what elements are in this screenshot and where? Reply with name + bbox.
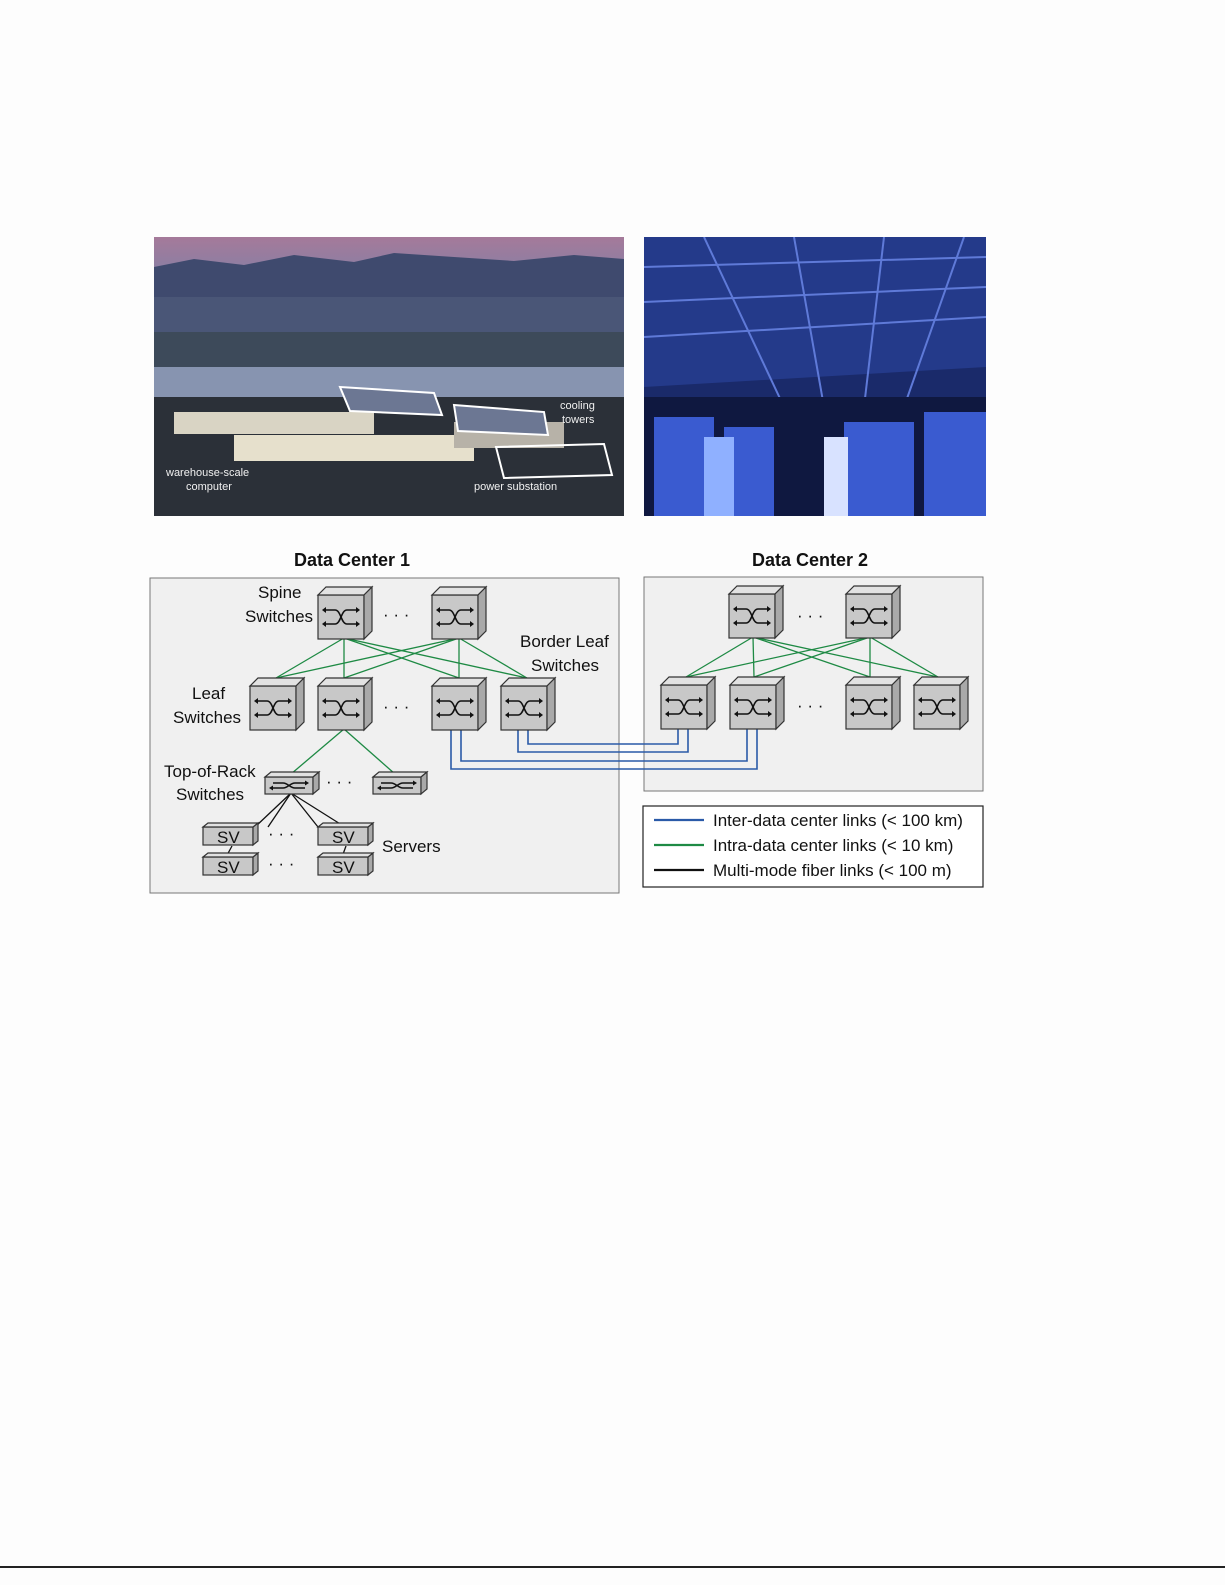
dc2-leaf-switch-1	[730, 677, 784, 729]
server-box-3-label: SV	[217, 858, 240, 877]
dc1-title: Data Center 1	[294, 550, 411, 570]
ellipsis-dc1-spine: · · ·	[383, 605, 410, 624]
server-box-4-label: SV	[332, 858, 355, 877]
ellipsis-dc2-spine: · · ·	[797, 606, 824, 625]
dc1-leaf-switch-2	[318, 678, 372, 730]
dc1-tor-switch-1	[265, 772, 319, 794]
dc1-spine-switch-1	[318, 587, 372, 639]
dc1-spine-switch-2	[432, 587, 486, 639]
dc1-leaf-switch-3	[432, 678, 486, 730]
ellipsis-dc1-leaf: · · ·	[383, 697, 410, 716]
power-substation-label: power substation	[474, 481, 558, 493]
ellipsis-servers-bottom: · · ·	[268, 854, 295, 873]
warehouse-scale-label-line2: computer	[186, 481, 232, 493]
border-leaf-label-line1: Border Leaf	[520, 632, 609, 651]
page-bottom-rule	[0, 1566, 1225, 1568]
ellipsis-dc2-leaf: · · ·	[797, 696, 824, 715]
ellipsis-dc1-tor: · · ·	[326, 772, 353, 791]
dc2-spine-switch-2	[846, 586, 900, 638]
spine-label-line2: Switches	[245, 607, 314, 626]
dc2-border-leaf-switch	[661, 677, 715, 729]
border-leaf-label-line2: Switches	[531, 656, 600, 675]
dc1-tor-switch-2	[373, 772, 427, 794]
legend-label-inter: Inter-data center links (< 100 km)	[713, 811, 963, 830]
cooling-towers-label-line2: towers	[562, 414, 595, 426]
ellipsis-servers-top: · · ·	[268, 824, 295, 843]
tor-label-line1: Top-of-Rack	[164, 762, 256, 781]
spine-label-line1: Spine	[258, 583, 302, 602]
dc2-spine-switch-1	[729, 586, 783, 638]
dc2-leaf-switch-2	[846, 677, 900, 729]
leaf-label-line1: Leaf	[192, 684, 226, 703]
server-box-1-label: SV	[217, 828, 240, 847]
dc2-title: Data Center 2	[752, 550, 869, 570]
warehouse-scale-label-line1: warehouse-scale	[166, 467, 250, 479]
dc2-leaf-switch-3	[914, 677, 968, 729]
legend-label-intra: Intra-data center links (< 10 km)	[713, 836, 954, 855]
legend-label-multimode: Multi-mode fiber links (< 100 m)	[713, 861, 952, 880]
cooling-towers-label-line1: cooling	[560, 400, 595, 412]
server-box-2-label: SV	[332, 828, 355, 847]
dc1-border-leaf-switch	[501, 678, 555, 730]
dc1-leaf-switch-1	[250, 678, 304, 730]
leaf-label-line2: Switches	[173, 708, 242, 727]
servers-label: Servers	[382, 837, 441, 856]
tor-label-line2: Switches	[176, 785, 245, 804]
